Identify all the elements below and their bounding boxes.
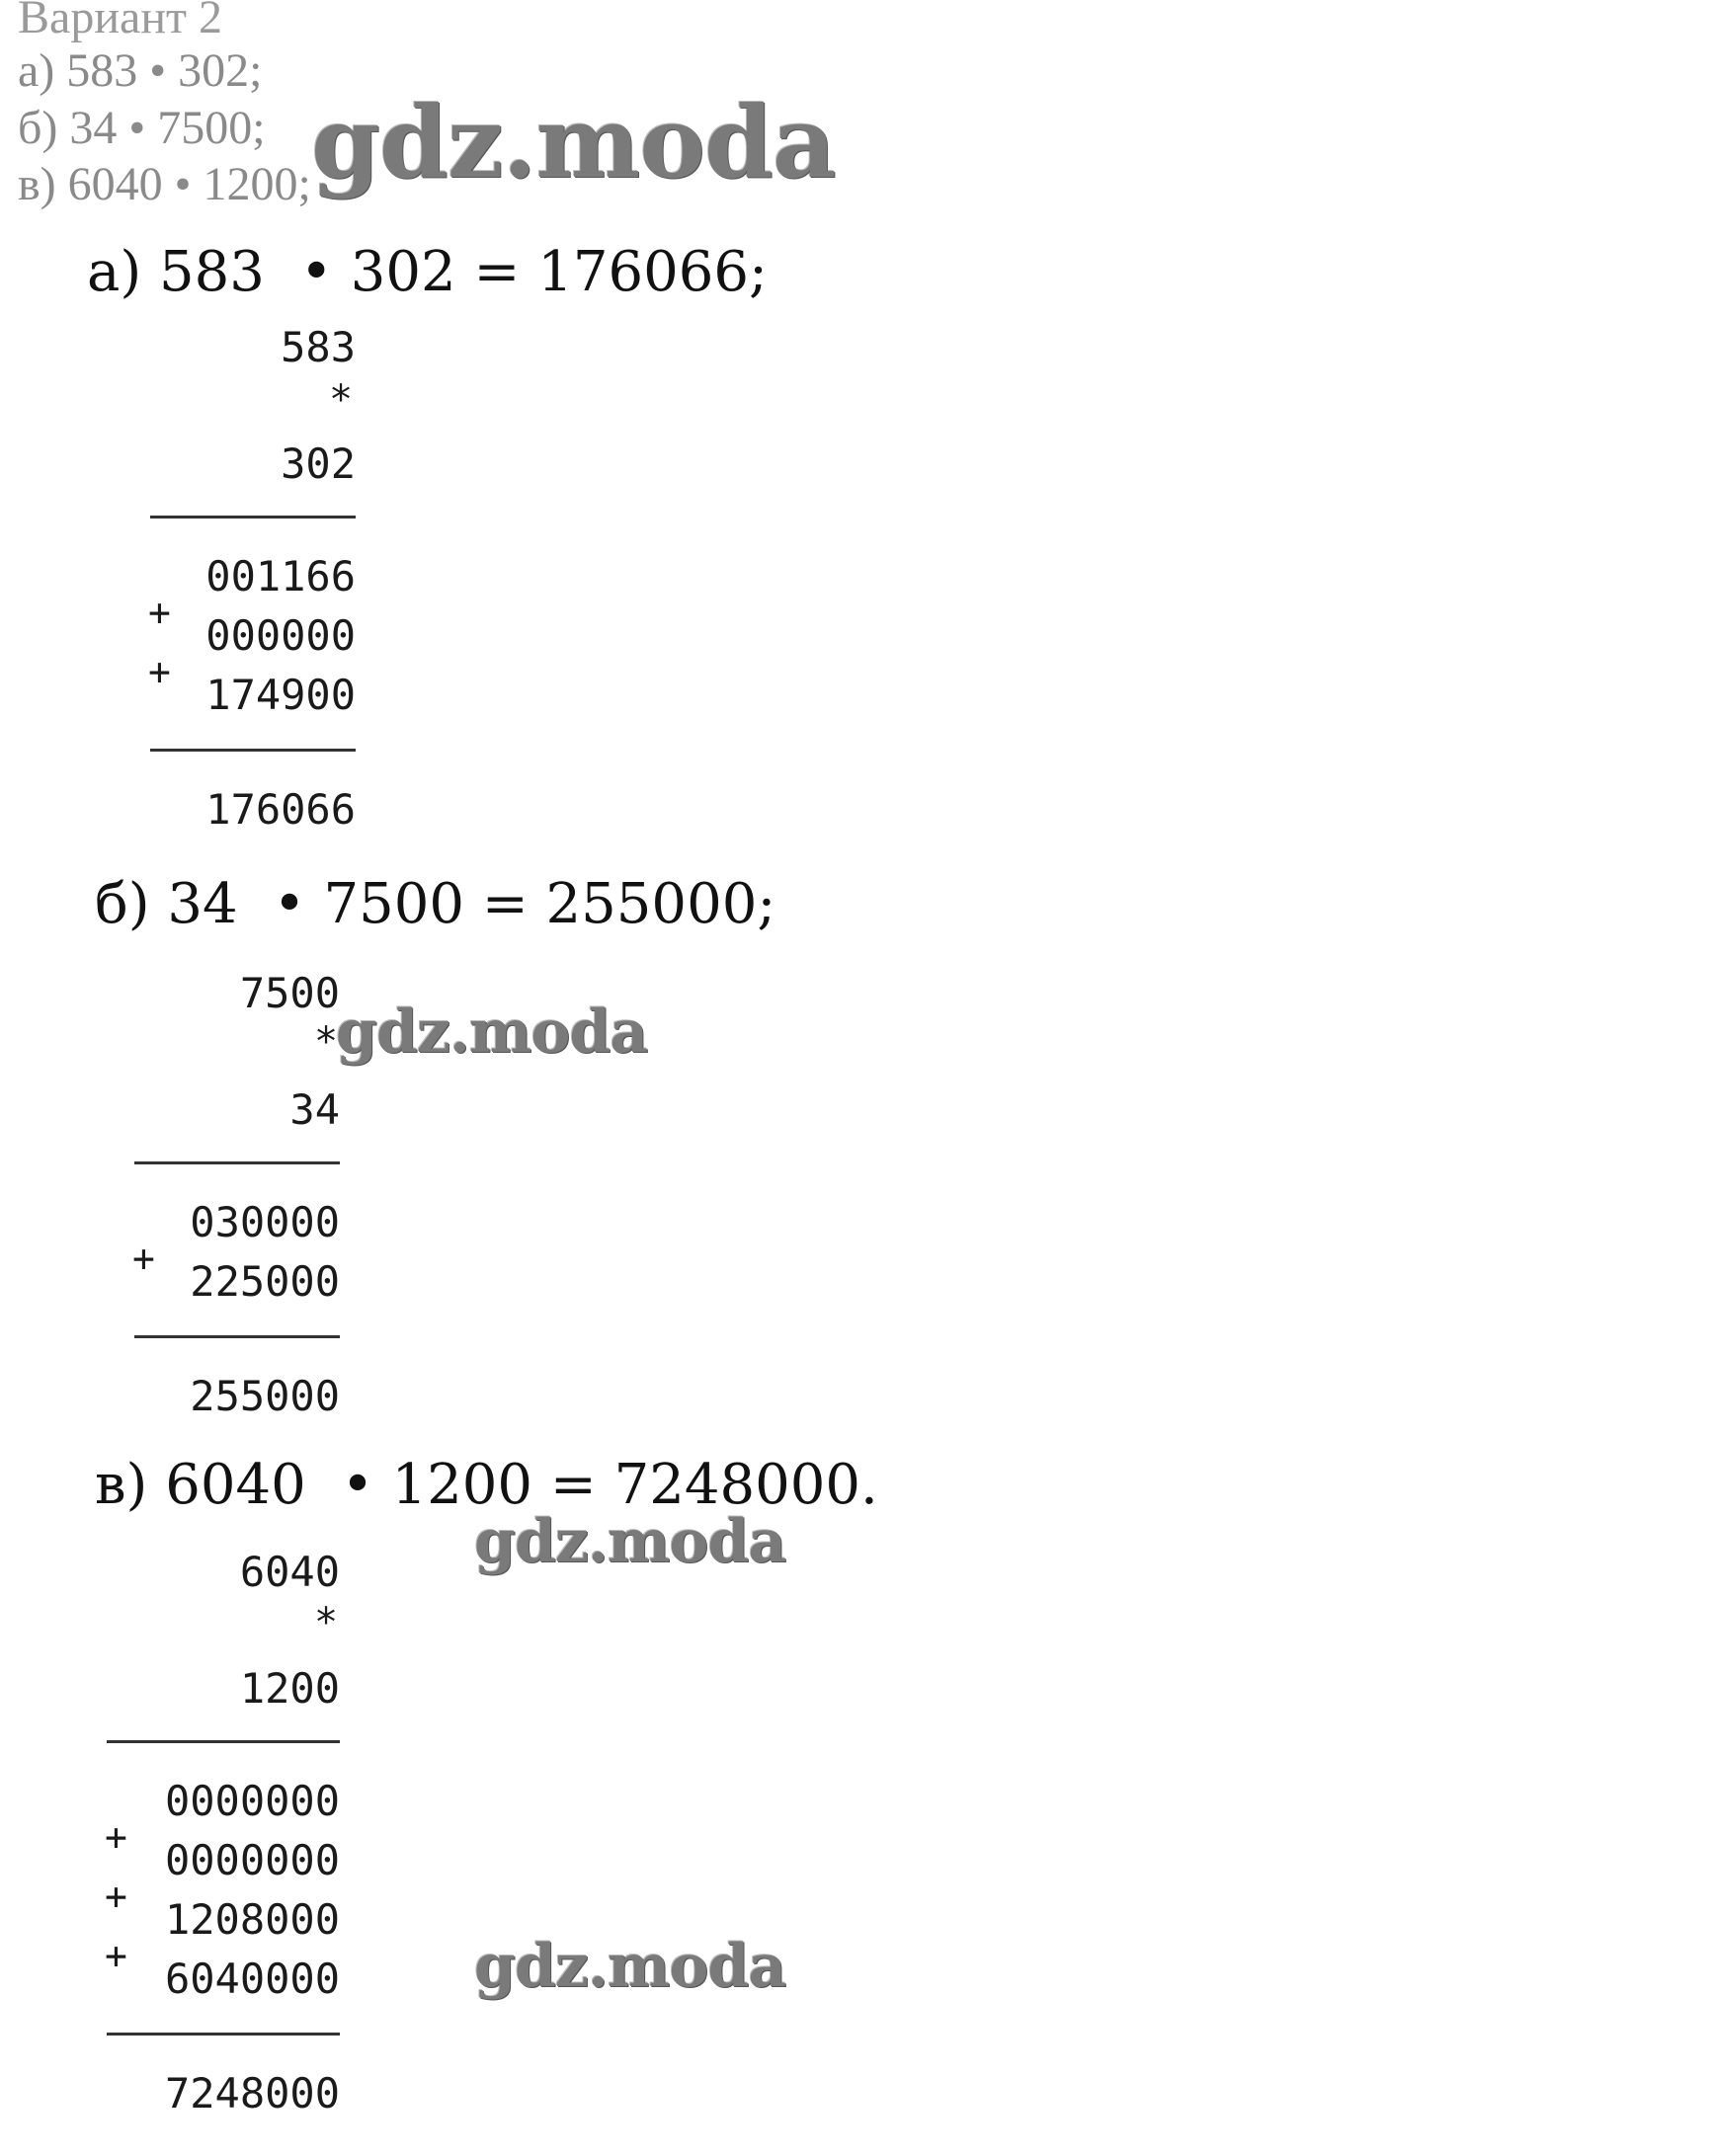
equation-result: 255000 bbox=[545, 872, 758, 936]
total-product: 255000 bbox=[190, 1372, 340, 1420]
equation-factor-2: 302 bbox=[350, 240, 456, 304]
partial-product: 1208000 bbox=[164, 1895, 340, 1944]
partial-products-b bbox=[190, 1193, 340, 1312]
equation-a bbox=[87, 240, 768, 304]
equation-factor-2: 7500 bbox=[323, 872, 464, 936]
task-line-b: б) 34 • 7500; bbox=[18, 102, 266, 154]
multiplier: 302 bbox=[281, 439, 356, 488]
equals-sign: = bbox=[549, 1453, 597, 1517]
rule-line bbox=[107, 1740, 340, 1743]
partial-product: 0000000 bbox=[164, 1836, 340, 1884]
equation-result: 7248000 bbox=[613, 1453, 861, 1517]
partial-product: 001166 bbox=[205, 552, 356, 600]
equation-factor-1: 6040 bbox=[165, 1453, 306, 1517]
partial-product: 225000 bbox=[190, 1257, 340, 1306]
plus-sign: + bbox=[148, 650, 171, 693]
equation-factor-2: 1200 bbox=[391, 1453, 533, 1517]
equation-c bbox=[95, 1453, 878, 1517]
partial-products-c bbox=[165, 1772, 340, 2009]
equation-factor-1: 583 bbox=[159, 240, 265, 304]
multiply-bullet: • bbox=[299, 240, 333, 304]
partial-products-a bbox=[205, 547, 356, 725]
watermark-logo: gdz.moda bbox=[311, 84, 836, 200]
watermark-logo: gdz.moda bbox=[336, 998, 648, 1067]
equation-end: ; bbox=[749, 240, 768, 304]
equation-label: в) bbox=[95, 1453, 148, 1517]
equation-result: 176066 bbox=[537, 240, 749, 304]
multiplicand: 7500 bbox=[239, 969, 340, 1017]
total-product: 7248000 bbox=[164, 2069, 340, 2117]
equation-end: ; bbox=[757, 872, 776, 936]
plus-sign: + bbox=[132, 1237, 155, 1280]
equation-factor-1: 34 bbox=[167, 872, 238, 936]
multiply-bullet: • bbox=[273, 872, 306, 936]
multiplier-wrap bbox=[281, 435, 356, 494]
rule-line bbox=[150, 516, 356, 519]
multiplier: 1200 bbox=[239, 1664, 340, 1713]
total-a-wrap bbox=[205, 780, 356, 839]
multiplicand: 583 bbox=[281, 323, 356, 371]
equals-sign: = bbox=[473, 240, 521, 304]
multiply-bullet: • bbox=[341, 1453, 374, 1517]
plus-sign: + bbox=[105, 1815, 127, 1859]
multiplier: 34 bbox=[289, 1085, 340, 1134]
watermark-logo: gdz.moda bbox=[474, 1507, 786, 1576]
task-line-a: а) 583 • 302; bbox=[18, 44, 263, 97]
partial-product: 000000 bbox=[205, 611, 356, 660]
rule-line bbox=[150, 749, 356, 752]
partial-product: 030000 bbox=[190, 1198, 340, 1246]
multiply-star: * bbox=[314, 1019, 339, 1065]
equals-sign: = bbox=[481, 872, 529, 936]
total-product: 176066 bbox=[205, 785, 356, 834]
rule-line bbox=[134, 1335, 340, 1338]
equation-label: б) bbox=[95, 872, 150, 936]
multiplicand: 6040 bbox=[239, 1548, 340, 1596]
total-b-wrap bbox=[190, 1367, 340, 1426]
column-multiplication-b bbox=[240, 964, 340, 1023]
partial-product: 174900 bbox=[205, 671, 356, 719]
plus-sign: + bbox=[105, 1875, 127, 1918]
rule-line bbox=[134, 1161, 340, 1164]
column-multiplication-c bbox=[240, 1543, 340, 1602]
multiplier-wrap bbox=[240, 1659, 340, 1718]
task-line-c: в) 6040 • 1200; bbox=[18, 158, 311, 210]
partial-product: 6040000 bbox=[164, 1955, 340, 2003]
multiplier-wrap bbox=[289, 1080, 340, 1140]
partial-product: 0000000 bbox=[164, 1777, 340, 1825]
column-multiplication-a bbox=[281, 318, 356, 377]
watermark-logo: gdz.moda bbox=[474, 1932, 786, 2001]
equation-end: . bbox=[860, 1453, 878, 1517]
variant-header: Вариант 2 bbox=[18, 0, 222, 43]
multiply-star: * bbox=[329, 377, 354, 423]
total-c-wrap bbox=[165, 2064, 340, 2123]
plus-sign: + bbox=[105, 1934, 127, 1977]
equation-b bbox=[95, 872, 776, 936]
multiply-star: * bbox=[314, 1600, 339, 1645]
plus-sign: + bbox=[148, 591, 171, 634]
rule-line bbox=[107, 2033, 340, 2036]
equation-label: а) bbox=[87, 240, 142, 304]
